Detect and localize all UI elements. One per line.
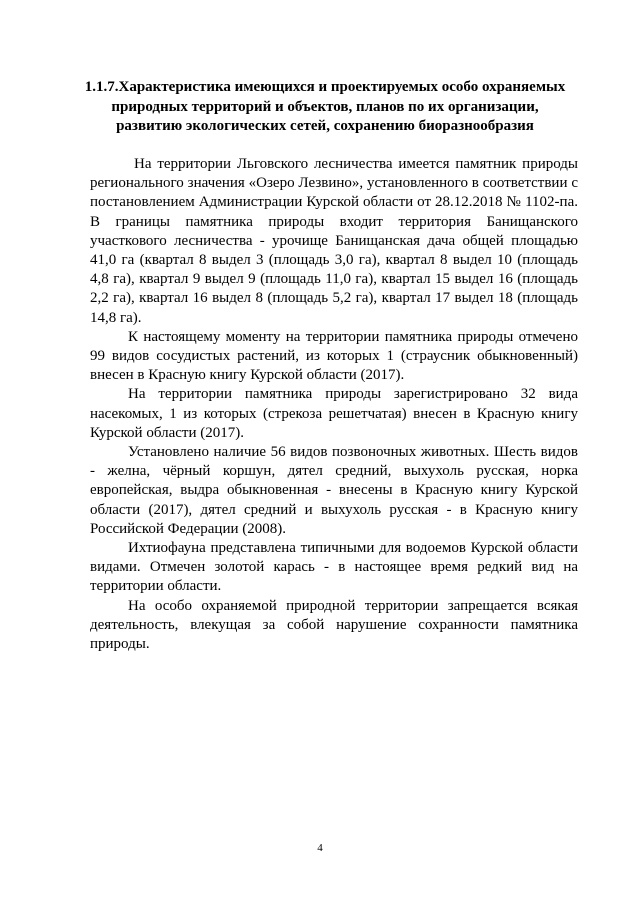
heading-line: 1.1.7.Характеристика имеющихся и проектируемых особо охраняемых (84, 79, 566, 95)
body-text (90, 155, 578, 654)
paragraph-ichthyofauna: Ихтиофауна представлена типичными для водоемов Курской области видами. Отмечен золотой карась - в настоящее время редкий вид на территории области. (90, 540, 578, 595)
heading-line: природных территорий и объектов, планов по их организации, (111, 98, 539, 115)
page-number: 4 (317, 842, 323, 854)
heading-line: развитию экологических сетей, сохранению биоразнообразия (116, 118, 534, 134)
paragraph-insects: На территории памятника природы зарегистрировано 32 вида насекомых, 1 из которых (стрекоза решетчатая) внесен в Красную книгу Курской области (2017). (90, 386, 578, 441)
paragraph-prohibition: На особо охраняемой природной территории запрещается всякая деятельность, влекущая за собой нарушение сохранности памятника природы. (90, 597, 578, 653)
section-heading (80, 78, 570, 137)
paragraph-vertebrates: Установлено наличие 56 видов позвоночных животных. Шесть видов - желна, чёрный коршун, дятел средний, выхухоль русская, норка европейская, выдра обыкновенная - внесены в Красную книгу Курской области (2017), дятел средний и выхухоль русская - в Красную книгу Российской Федерации (2008). (90, 444, 578, 537)
paragraph-protected-monument: На территории Льговского лесничества имеется памятник природы регионального значения «Озеро Лезвино», установленного в соответствии с постановлением Администрации Курской области от 28.12.2018 № 1102-па. В границы памятника природы входит территория Банищанского участкового лесничества - урочище Банищанская дача общей площадью 41,0 га (квартал 8 выдел 3 (площадь 3,0 га), квартал 8 выдел 10 (площадь 4,8 га), квартал 9 выдел 9 (площадь 11,0 га), квартал 15 выдел 16 (площадь 2,2 га), квартал 16 выдел 8 (площадь 5,2 га), квартал 17 выдел 18 (площадь 14,8 га). (90, 156, 578, 326)
paragraph-plants: К настоящему моменту на территории памятника природы отмечено 99 видов сосудистых растений, из которых 1 (страусник обыкновенный) внесен в Красную книгу Курской области (2017). (90, 328, 578, 384)
